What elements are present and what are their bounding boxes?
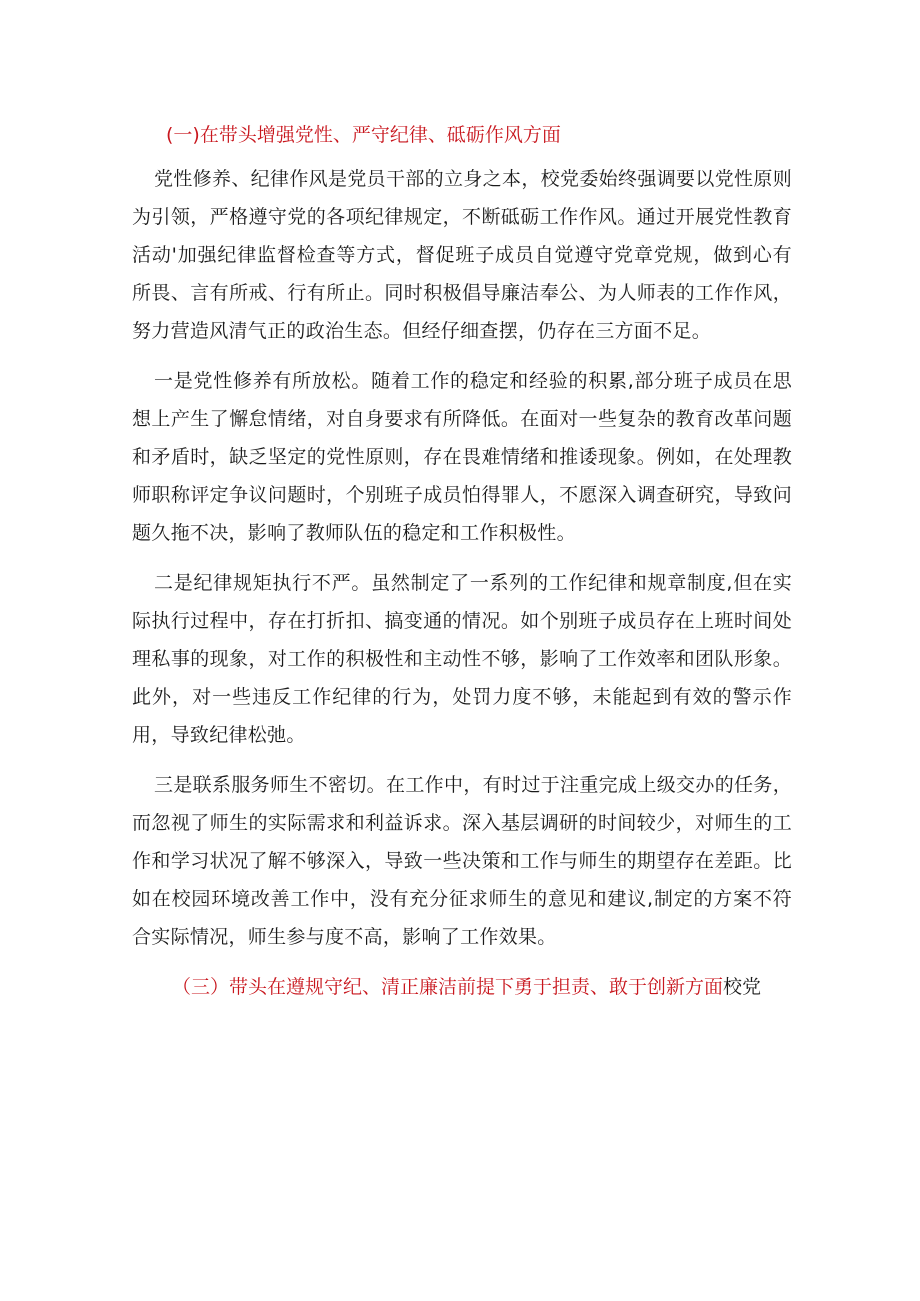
paragraph-intro: 党性修养、纪律作风是党员干部的立身之本，校党委始终强调要以党性原则为引领，严格遵守党的各项纪律规定，不断砥砺工作作风。通过开展党性教育活动'加强纪律监督检查等方式，督促班子成员自觉遵守党章党规，做到心有所畏、言有所戒、行有所止。同时积极倡导廉洁奉公、为人师表的工作作风，努力营造风清气正的政治生态。但经仔细查摆，仍存在三方面不足。 (132, 168, 792, 342)
section-heading-3-line (172, 968, 792, 1006)
paragraph-point-2: 二是纪律规矩执行不严。虽然制定了一系列的工作纪律和规章制度,但在实际执行过程中，存在打折扣、搞变通的情况。如个别班子成员存在上班时间处理私事的现象，对工作的积极性和主动性不够，影响了工作效率和团队形象。此外，对一些违反工作纪律的行为，处罚力度不够，未能起到有效的警示作用，导致纪律松弛。 (132, 572, 792, 746)
paragraph-point-3: 三是联系服务师生不密切。在工作中，有时过于注重完成上级交办的任务，而忽视了师生的实际需求和利益诉求。深入基层调研的时间较少，对师生的工作和学习状况了解不够深入，导致一些决策和工作与师生的期望存在差距。比如在校园环境改善工作中，没有充分征求师生的意见和建议,制定的方案不符合实际情况，师生参与度不高，影响了工作效果。 (132, 774, 792, 948)
section-heading-3: （三）带头在遵规守纪、清正廉洁前提下勇于担责、敢于创新方面 (172, 976, 724, 998)
section-heading-3-continuation: 校党 (723, 976, 762, 998)
document-body (132, 116, 792, 1006)
paragraph-point-1: 一是党性修养有所放松。随着工作的稳定和经验的积累,部分班子成员在思想上产生了懈怠情绪，对自身要求有所降低。在面对一些复杂的教育改革问题和矛盾时，缺乏坚定的党性原则，存在畏难情绪和推诿现象。例如，在处理教师职称评定争议问题时，个别班子成员怕得罪人，不愿深入调查研究，导致问题久拖不决，影响了教师队伍的稳定和工作积极性。 (132, 370, 792, 544)
section-heading-1: (一)在带头增强党性、严守纪律、砥砺作风方面 (166, 124, 561, 146)
